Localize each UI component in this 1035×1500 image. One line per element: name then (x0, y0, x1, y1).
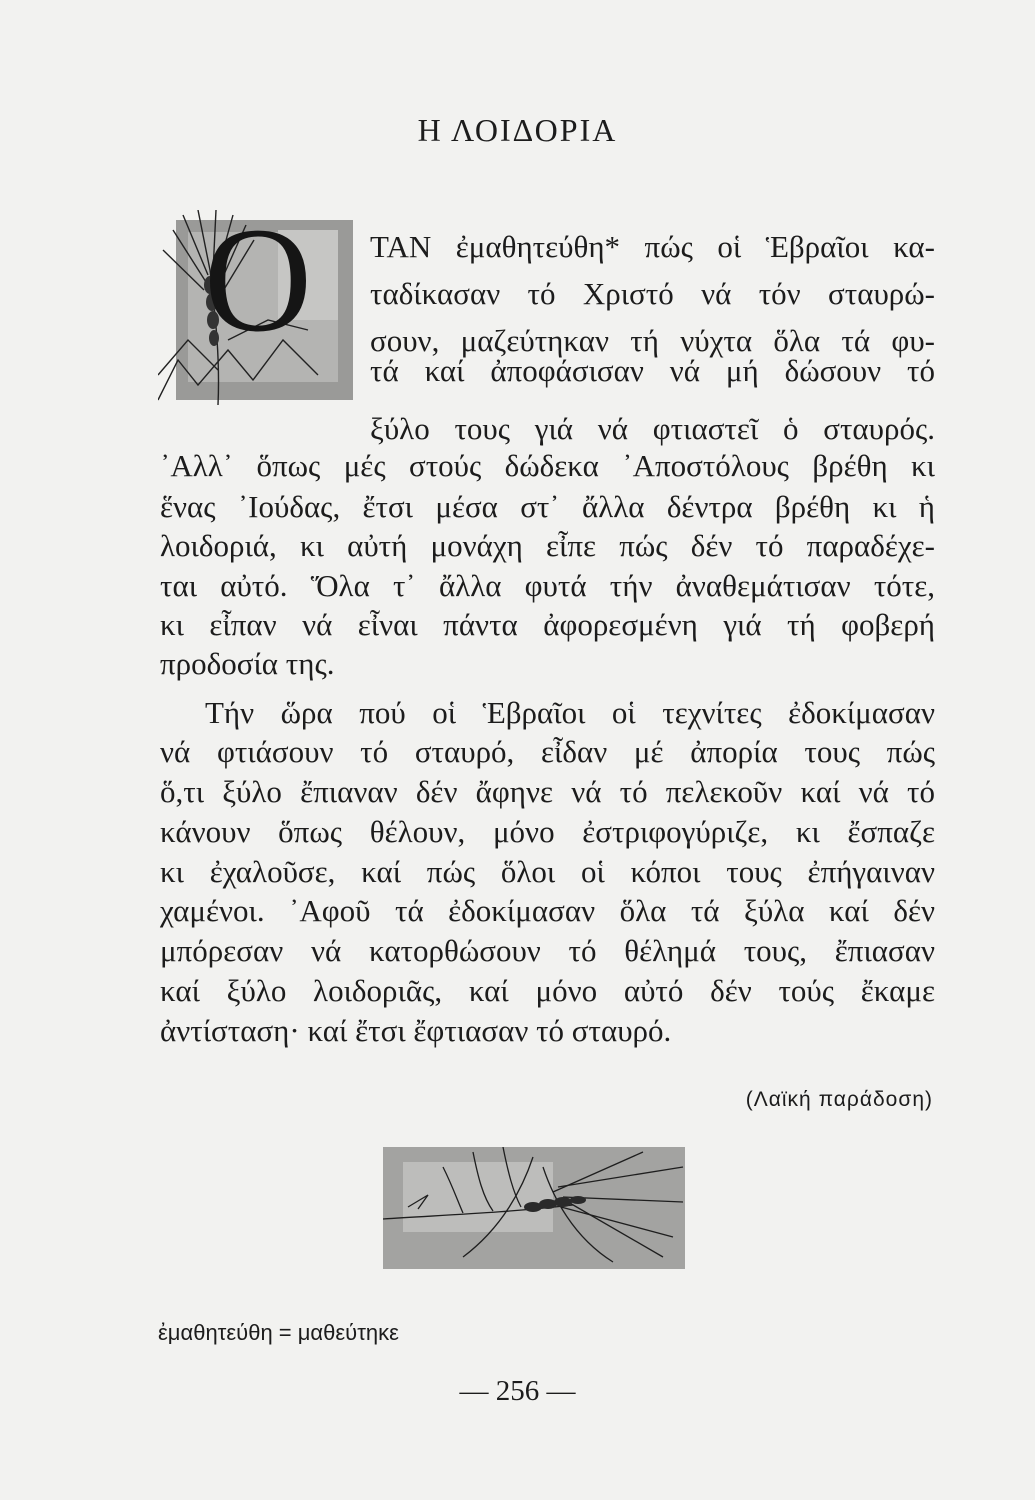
wheat-vignette (383, 1147, 685, 1269)
text-line: ἕνας ᾿Ιούδας, ἔτσι μέσα στ᾿ ἄλλα δέντρα βρέθη κι ἡ (160, 489, 935, 524)
source-attribution: (Λαϊκή παράδοση) (745, 1088, 933, 1111)
text-line: ὅ,τι ξύλο ἔπιαναν δέν ἄφηνε νά τό πελεκοῦν καί νά τό (160, 774, 935, 809)
text-line: σουν, μαζεύτηκαν τή νύχτα ὅλα τά φυ- (370, 323, 935, 358)
text-line: κάνουν ὅπως θέλουν, μόνο ἐστριφογύριζε, κι ἔσπαζε (160, 814, 935, 849)
text-line: ἀντίσταση· καί ἔτσι ἔφτιασαν τό σταυρό. (160, 1013, 672, 1048)
wheat-spike-icon (383, 1147, 685, 1269)
text-line: ᾿Αλλ᾿ ὅπως μές στούς δώδεκα ᾿Αποστόλους βρέθη κι (160, 448, 935, 483)
wheat-ear-icon (158, 210, 353, 405)
text-line: κι εἶπαν νά εἶναι πάντα ἀφορεσμένη γιά τή φοβερή (160, 607, 935, 642)
text-line: λοιδοριά, κι αὐτή μονάχη εἶπε πώς δέν τό παραδέχε- (160, 528, 935, 563)
text-line: καί ξύλο λοιδοριᾶς, καί μόνο αὐτό δέν τούς ἔκαμε (160, 973, 935, 1008)
text-line: προδοσία της. (160, 646, 335, 681)
drop-cap-letter: Ο (203, 210, 313, 363)
text-line: ξύλο τους γιά νά φτιαστεῖ ὁ σταυρός. (370, 411, 935, 446)
page-title: Η ΛΟΙΔΟΡΙΑ (417, 112, 618, 148)
text-line: τά καί ἀποφάσισαν νά μή δώσουν τό (370, 353, 935, 388)
text-line: μπόρεσαν νά κατορθώσουν τό θέλημά τους, ἔπιασαν (160, 933, 935, 968)
drop-cap-illustration (158, 210, 353, 405)
text-line: ΤΑΝ ἐμαθητεύθη* πώς οἱ Ἑβραῖοι κα- (370, 229, 935, 264)
text-line: ταδίκασαν τό Χριστό νά τόν σταυρώ- (370, 276, 935, 311)
page-number: — 256 — (459, 1375, 576, 1407)
footnote: ἐμαθητεύθη = μαθεύτηκε (158, 1320, 399, 1345)
text-line: Τήν ὥρα πού οἱ Ἑβραῖοι οἱ τεχνίτες ἐδοκίμασαν (205, 695, 935, 730)
text-line: νά φτιάσουν τό σταυρό, εἶδαν μέ ἀπορία τους πώς (160, 734, 935, 769)
text-line: ται αὐτό. Ὅλα τ᾿ ἄλλα φυτά τήν ἀναθεμάτισαν τότε, (160, 568, 935, 603)
text-line: κι ἐχαλοῦσε, καί πώς ὅλοι οἱ κόποι τους ἐπήγαιναν (160, 854, 935, 889)
text-line: χαμένοι. ᾿Αφοῦ τά ἐδοκίμασαν ὅλα τά ξύλα καί δέν (160, 893, 935, 928)
